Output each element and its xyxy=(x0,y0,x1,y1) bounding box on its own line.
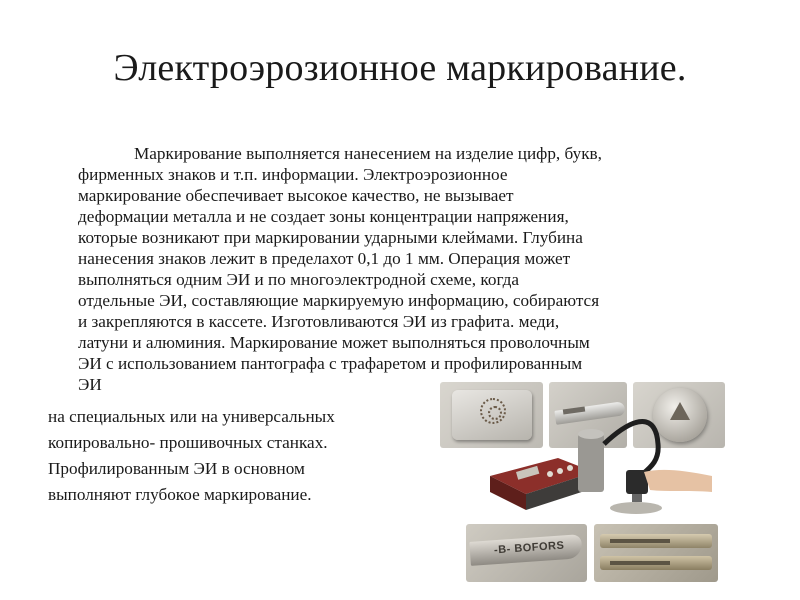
side-paragraph xyxy=(48,404,428,508)
side-line: выполняют глубокое маркирование. xyxy=(48,485,312,504)
knife-brand-mark: -B- BOFORS xyxy=(493,539,565,557)
paragraph-line: латуни и алюминия. Маркирование может выполняться проволочным xyxy=(78,333,590,352)
marked-bars-photo xyxy=(594,524,718,582)
bar-engraving xyxy=(610,539,670,543)
bar-engraving xyxy=(610,561,670,565)
paragraph-line: фирменных знаков и т.п. информации. Электроэрозионное xyxy=(78,165,508,184)
slide-title: Электроэрозионное маркирование. xyxy=(113,47,687,89)
paragraph-line: Маркирование выполняется нанесением на изделие цифр, букв, xyxy=(134,144,602,163)
main-paragraph xyxy=(78,143,758,395)
paragraph-line: маркирование обеспечивает высокое качество, не вызывает xyxy=(78,186,514,205)
paragraph-line: ЭИ xyxy=(78,375,102,394)
marking-machine-photo xyxy=(486,414,718,518)
paragraph-line: деформации металла и не создает зоны концентрации напряжения, xyxy=(78,207,569,226)
paragraph-line: отдельные ЭИ, составляющие маркируемую информацию, собираются xyxy=(78,291,600,310)
side-line: копировально- прошивочных станках. xyxy=(48,433,328,452)
side-line: Профилированным ЭИ в основном xyxy=(48,459,305,478)
paragraph-line: выполняться одним ЭИ и по многоэлектродной схеме, когда xyxy=(78,270,520,289)
paragraph-line: и закрепляются в кассете. Изготовливаются ЭИ из графита. меди, xyxy=(78,312,560,331)
side-line: на специальных или на универсальных xyxy=(48,407,335,426)
marked-knife-photo xyxy=(466,524,587,582)
marking-machine-illustration xyxy=(486,414,718,518)
paragraph-line: нанесения знаков лежит в пределахот 0,1 до 1 мм. Операция может xyxy=(78,249,571,268)
paragraph-line: которые возникают при маркировании ударными клеймами. Глубина xyxy=(78,228,583,247)
paragraph-line: ЭИ с использованием пантографа с трафаретом и профилированным xyxy=(78,354,583,373)
